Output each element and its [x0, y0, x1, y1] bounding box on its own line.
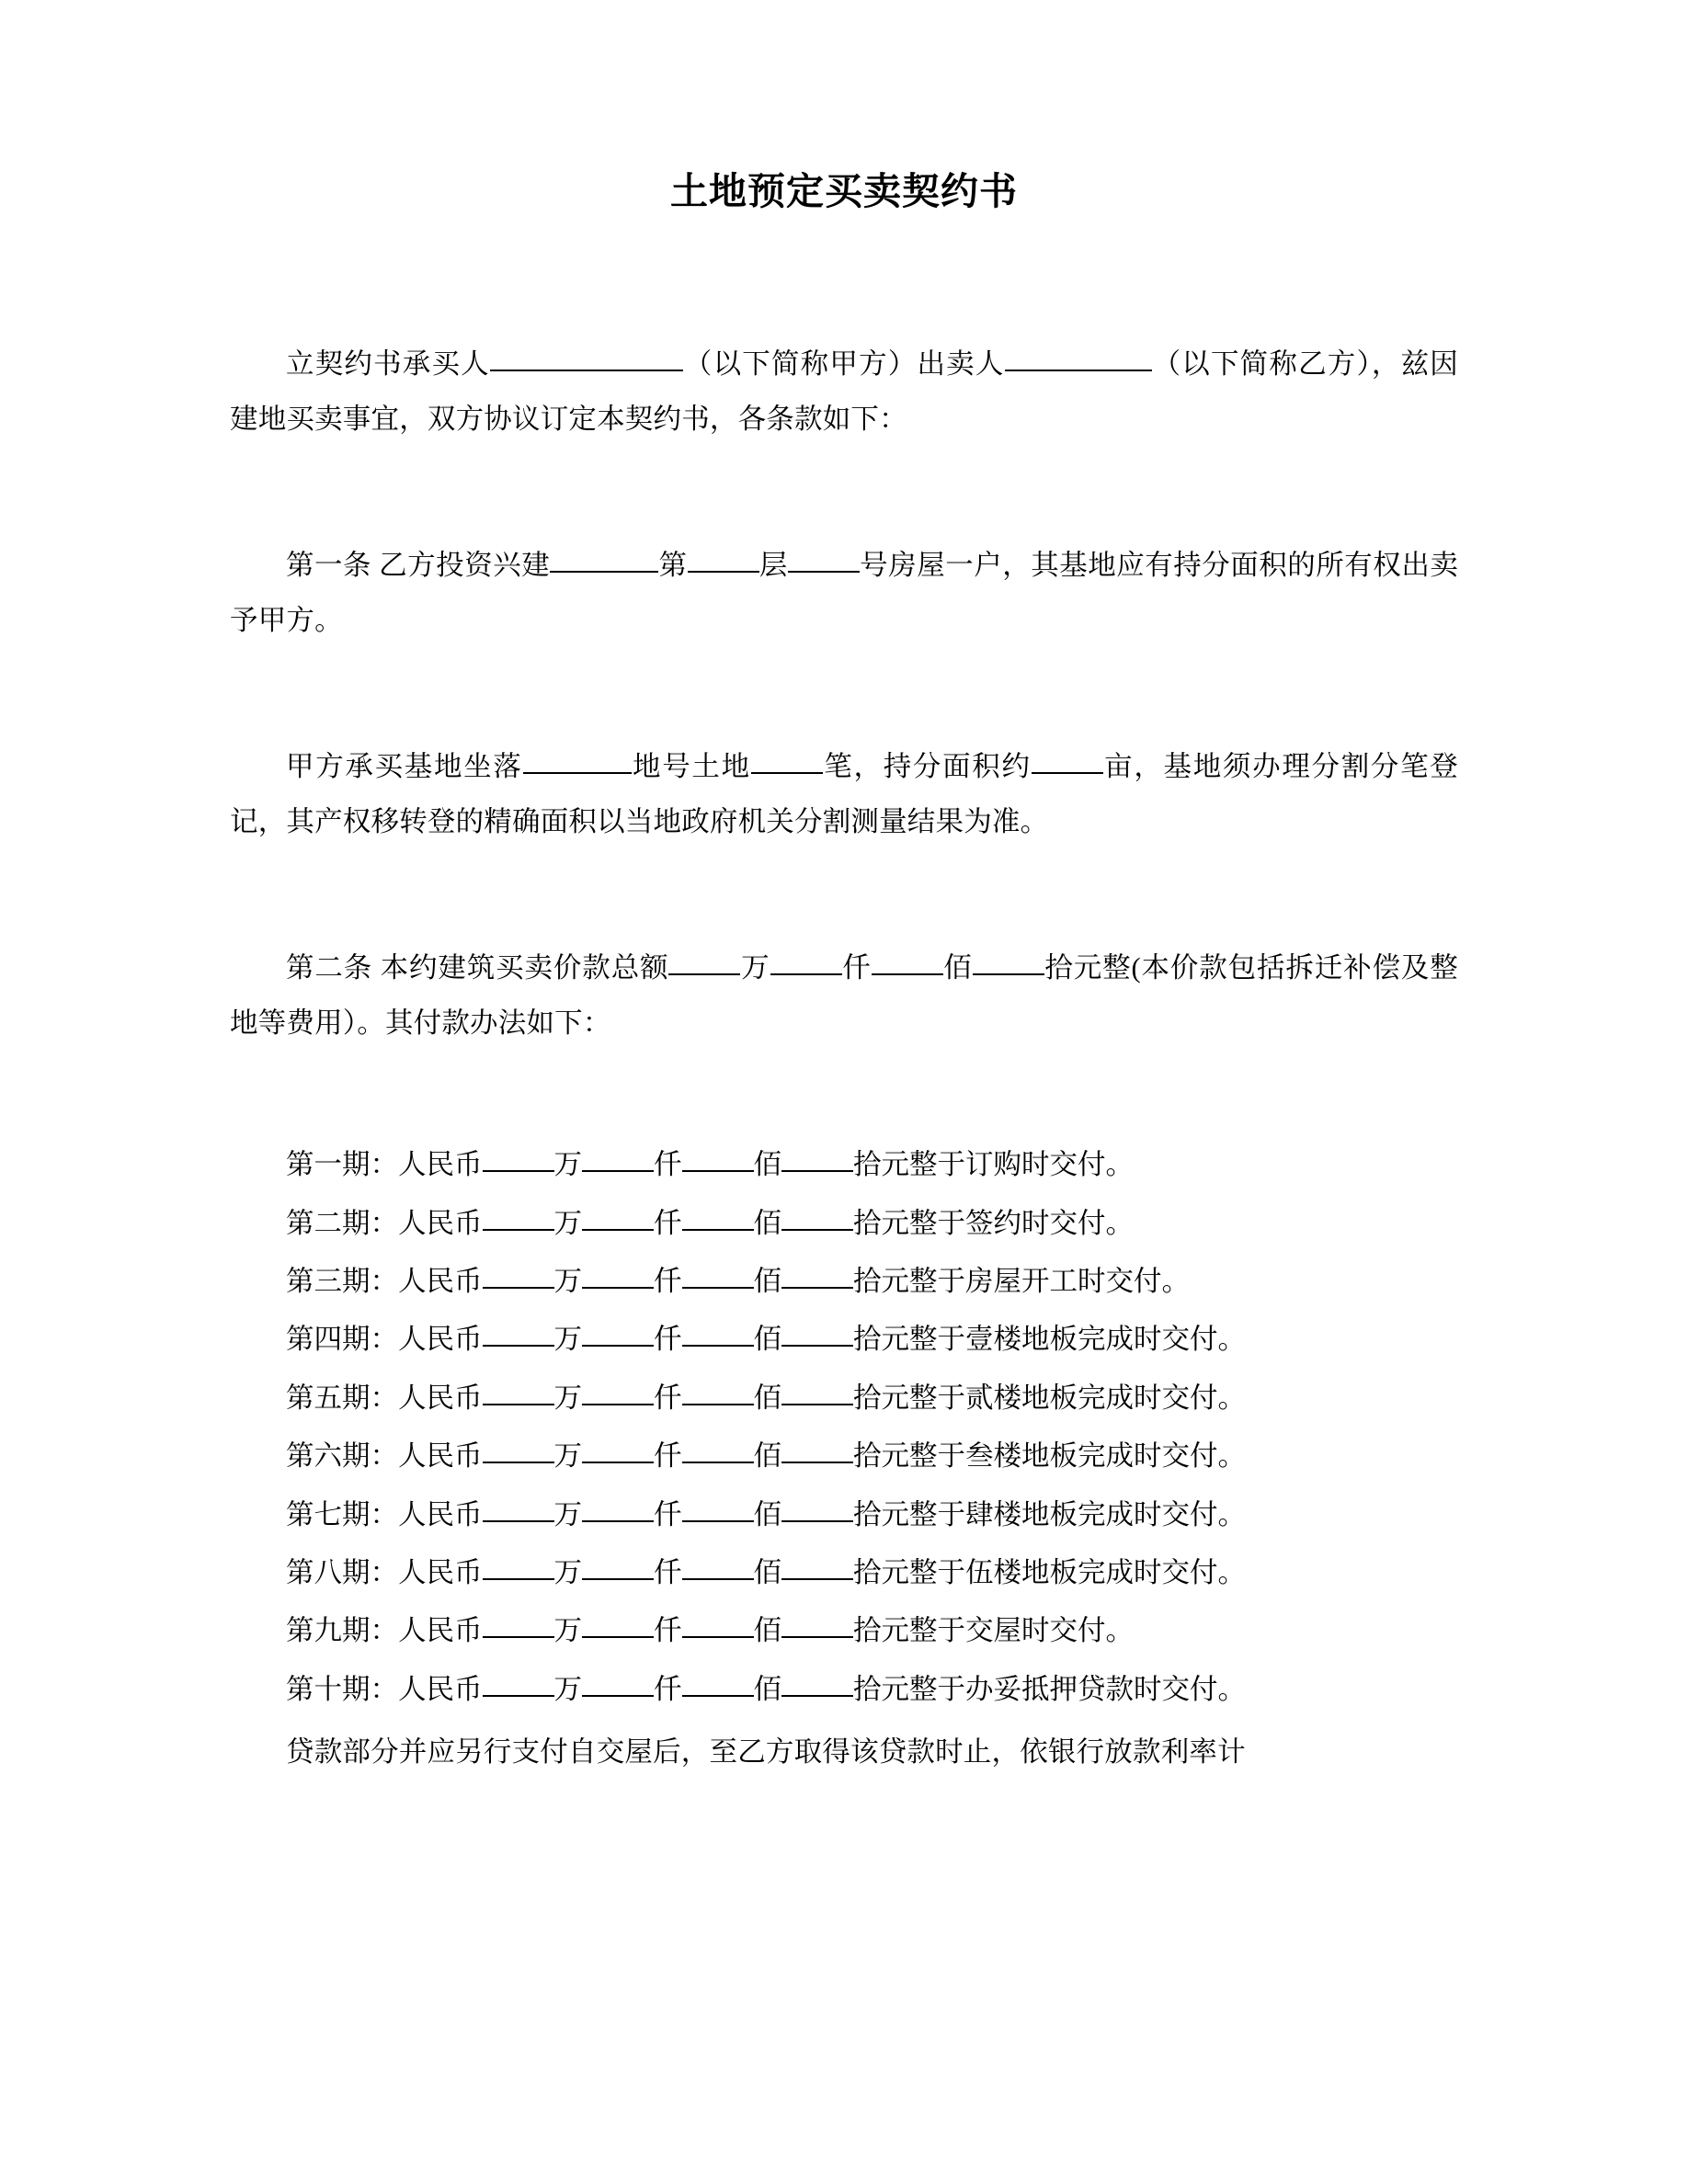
installment-unit-wan: 万 — [553, 1498, 582, 1530]
list-item — [230, 1259, 1458, 1304]
installment-unit-qian: 仟 — [654, 1382, 682, 1414]
installment-condition: 房屋开工时交付。 — [965, 1265, 1190, 1297]
installment-unit-bai: 佰 — [753, 1615, 781, 1647]
installment-name: 第三期： — [286, 1265, 398, 1297]
installment-currency: 人民币 — [398, 1265, 483, 1297]
installment-list — [230, 1143, 1458, 1712]
installment-unit-shi: 拾元整于 — [853, 1149, 965, 1181]
installment-unit-qian: 仟 — [654, 1149, 682, 1181]
list-item — [230, 1201, 1458, 1246]
spacer-3 — [230, 890, 1458, 941]
list-item — [230, 1493, 1458, 1538]
installment-currency: 人民币 — [398, 1207, 483, 1239]
installment-currency: 人民币 — [398, 1498, 483, 1530]
article-1b-segment-3: 笔，持分面积约 — [822, 751, 1032, 783]
installment-condition: 壹楼地板完成时交付。 — [965, 1324, 1246, 1356]
installment-qian-blank[interactable] — [582, 1403, 654, 1405]
list-item — [230, 1551, 1458, 1596]
total-price-bai-blank[interactable] — [872, 973, 943, 975]
installment-currency: 人民币 — [398, 1324, 483, 1356]
installment-bai-blank[interactable] — [682, 1461, 754, 1463]
installment-unit-qian: 仟 — [654, 1207, 682, 1239]
floor-number-blank[interactable] — [688, 570, 759, 573]
article-2-paragraph — [230, 941, 1458, 1051]
installment-unit-wan: 万 — [553, 1324, 582, 1356]
article-2-segment-6: 括拆迁补偿及整地等费用）。其付款办法如下： — [230, 952, 1458, 1039]
article-2-segment-1: 本约建筑买卖价款总额 — [380, 952, 669, 984]
installment-unit-shi: 拾元整于 — [853, 1498, 965, 1530]
installment-shi-blank[interactable] — [781, 1228, 853, 1231]
installment-shi-blank[interactable] — [781, 1519, 853, 1522]
installment-shi-blank[interactable] — [781, 1286, 853, 1289]
installment-unit-qian: 仟 — [654, 1673, 682, 1705]
installment-wan-blank[interactable] — [483, 1403, 554, 1405]
installment-wan-blank[interactable] — [483, 1286, 554, 1289]
house-number-blank[interactable] — [788, 570, 860, 573]
installment-shi-blank[interactable] — [781, 1461, 853, 1463]
installment-bai-blank[interactable] — [682, 1694, 754, 1697]
installment-name: 第九期： — [286, 1615, 398, 1647]
seller-name-blank[interactable] — [1005, 369, 1152, 371]
installment-unit-shi: 拾元整于 — [853, 1382, 965, 1414]
article-1-segment-3: 层 — [758, 550, 788, 582]
installment-unit-qian: 仟 — [654, 1498, 682, 1530]
installment-unit-wan: 万 — [553, 1149, 582, 1181]
installment-unit-wan: 万 — [553, 1615, 582, 1647]
installment-unit-shi: 拾元整于 — [853, 1265, 965, 1297]
installment-bai-blank[interactable] — [682, 1577, 754, 1580]
installment-name: 第八期： — [286, 1556, 398, 1588]
total-price-qian-blank[interactable] — [770, 973, 842, 975]
installment-shi-blank[interactable] — [781, 1635, 853, 1638]
installment-wan-blank[interactable] — [483, 1577, 554, 1580]
article-1-label: 第一条 — [286, 550, 372, 582]
land-parcel-count-blank[interactable] — [751, 771, 823, 774]
installment-condition: 办妥抵押贷款时交付。 — [965, 1673, 1246, 1705]
installment-condition: 签约时交付。 — [965, 1207, 1134, 1239]
installment-bai-blank[interactable] — [682, 1519, 754, 1522]
installment-unit-qian: 仟 — [654, 1440, 682, 1473]
installment-unit-shi: 拾元整于 — [853, 1207, 965, 1239]
installment-condition: 交屋时交付。 — [965, 1615, 1134, 1647]
total-price-shi-blank[interactable] — [973, 973, 1044, 975]
list-item — [230, 1609, 1458, 1654]
installment-unit-qian: 仟 — [654, 1615, 682, 1647]
installment-wan-blank[interactable] — [483, 1461, 554, 1463]
installment-unit-wan: 万 — [553, 1382, 582, 1414]
installment-name: 第一期： — [286, 1149, 398, 1181]
installment-unit-wan: 万 — [553, 1265, 582, 1297]
installment-unit-bai: 佰 — [753, 1265, 781, 1297]
document-body — [230, 337, 1458, 1780]
installment-qian-blank[interactable] — [582, 1694, 654, 1697]
installment-name: 第六期： — [286, 1440, 398, 1473]
installment-qian-blank[interactable] — [582, 1228, 654, 1231]
article-2-unit-wan: 万 — [740, 952, 770, 984]
installment-qian-blank[interactable] — [582, 1519, 654, 1522]
installment-qian-blank[interactable] — [582, 1169, 654, 1172]
installment-condition: 肆楼地板完成时交付。 — [965, 1498, 1246, 1530]
article-1b-paragraph — [230, 740, 1458, 849]
article-1-paragraph — [230, 539, 1458, 648]
installment-name: 第七期： — [286, 1498, 398, 1530]
intro-segment-3: （以下简称乙 — [1151, 348, 1328, 381]
article-1b-segment-2: 地号土地 — [631, 751, 751, 783]
installment-wan-blank[interactable] — [483, 1169, 554, 1172]
installment-currency: 人民币 — [398, 1440, 483, 1473]
installment-wan-blank[interactable] — [483, 1519, 554, 1522]
installment-bai-blank[interactable] — [682, 1344, 754, 1347]
article-1b-segment-4: 亩，基地须办 — [1102, 751, 1283, 783]
installment-wan-blank[interactable] — [483, 1228, 554, 1231]
installment-currency: 人民币 — [398, 1556, 483, 1588]
installment-unit-shi: 拾元整于 — [853, 1615, 965, 1647]
article-1-segment-4: 号房屋一户，其基地应有持分面 — [859, 550, 1260, 582]
installment-name: 第四期： — [286, 1324, 398, 1356]
installment-wan-blank[interactable] — [483, 1635, 554, 1638]
installment-unit-wan: 万 — [553, 1207, 582, 1239]
installment-shi-blank[interactable] — [781, 1344, 853, 1347]
installment-bai-blank[interactable] — [682, 1403, 754, 1405]
article-1-segment-2: 第 — [658, 550, 688, 582]
intro-segment-1: 立契约书承买人 — [286, 348, 490, 381]
intro-segment-4: 方），兹因建地买卖事宜，双方协议订定本契约书，各条款如下： — [230, 348, 1459, 435]
installment-qian-blank[interactable] — [582, 1577, 654, 1580]
installment-qian-blank[interactable] — [582, 1286, 654, 1289]
article-1b-segment-1: 甲方承买基地坐落 — [286, 751, 523, 783]
article-1-segment-1: 乙方投资兴建 — [379, 550, 551, 582]
installment-unit-shi: 拾元整于 — [853, 1324, 965, 1356]
installment-unit-wan: 万 — [553, 1440, 582, 1473]
list-item — [230, 1376, 1458, 1421]
installment-bai-blank[interactable] — [682, 1228, 754, 1231]
list-item — [230, 1317, 1458, 1362]
installment-bai-blank[interactable] — [682, 1286, 754, 1289]
article-1b-segment-5: 理分割分笔登记，其产权移转登的精确面积以当地政府机关分割测量结果为准。 — [230, 751, 1458, 837]
installment-wan-blank[interactable] — [483, 1694, 554, 1697]
installment-unit-bai: 佰 — [753, 1149, 781, 1181]
installment-shi-blank[interactable] — [781, 1694, 853, 1697]
list-item — [230, 1667, 1458, 1712]
installment-currency: 人民币 — [398, 1673, 483, 1705]
land-area-blank[interactable] — [1032, 771, 1103, 774]
closing-paragraph: 贷款部分并应另行支付自交屋后，至乙方取得该贷款时止，依银行放款利率计 — [286, 1736, 1246, 1769]
installment-unit-qian: 仟 — [654, 1556, 682, 1588]
installment-bai-blank[interactable] — [682, 1635, 754, 1638]
installment-unit-shi: 拾元整于 — [853, 1673, 965, 1705]
installment-currency: 人民币 — [398, 1149, 483, 1181]
installment-bai-blank[interactable] — [682, 1169, 754, 1172]
installment-unit-shi: 拾元整于 — [853, 1556, 965, 1588]
installment-currency: 人民币 — [398, 1615, 483, 1647]
installment-name: 第五期： — [286, 1382, 398, 1414]
article-2-segment-5: 拾元整(本价款包 — [1044, 952, 1258, 984]
article-1-segment-5: 积的所有权出卖予甲方。 — [230, 550, 1459, 636]
installment-currency: 人民币 — [398, 1382, 483, 1414]
installment-unit-bai: 佰 — [753, 1324, 781, 1356]
installment-condition: 订购时交付。 — [965, 1149, 1134, 1181]
installment-shi-blank[interactable] — [781, 1577, 853, 1580]
list-item — [230, 1434, 1458, 1479]
spacer-1 — [230, 487, 1458, 539]
article-2-label: 第二条 — [286, 952, 373, 984]
land-location-blank[interactable] — [523, 771, 632, 774]
installment-unit-wan: 万 — [553, 1556, 582, 1588]
article-2-unit-qian: 仟 — [841, 952, 872, 984]
installment-wan-blank[interactable] — [483, 1344, 554, 1347]
installment-qian-blank[interactable] — [582, 1344, 654, 1347]
installment-name: 第二期： — [286, 1207, 398, 1239]
buyer-name-blank[interactable] — [490, 369, 683, 371]
installment-unit-qian: 仟 — [654, 1265, 682, 1297]
installment-unit-bai: 佰 — [753, 1556, 781, 1588]
building-name-blank[interactable] — [550, 570, 658, 573]
installment-unit-bai: 佰 — [753, 1207, 781, 1239]
installment-condition: 贰楼地板完成时交付。 — [965, 1382, 1246, 1414]
spacer-2 — [230, 688, 1458, 740]
installment-name: 第十期： — [286, 1673, 398, 1705]
installment-unit-shi: 拾元整于 — [853, 1440, 965, 1473]
installment-qian-blank[interactable] — [582, 1635, 654, 1638]
installment-unit-bai: 佰 — [753, 1382, 781, 1414]
installment-unit-bai: 佰 — [753, 1440, 781, 1473]
installment-condition: 叁楼地板完成时交付。 — [965, 1440, 1246, 1473]
spacer-4 — [230, 1091, 1458, 1143]
installment-shi-blank[interactable] — [781, 1169, 853, 1172]
intro-paragraph — [230, 337, 1458, 447]
list-item — [230, 1143, 1458, 1188]
installment-qian-blank[interactable] — [582, 1461, 654, 1463]
page-title: 土地预定买卖契约书 — [670, 170, 1018, 212]
installment-unit-bai: 佰 — [753, 1673, 781, 1705]
installment-shi-blank[interactable] — [781, 1403, 853, 1405]
installment-unit-wan: 万 — [553, 1673, 582, 1705]
installment-unit-bai: 佰 — [753, 1498, 781, 1530]
article-2-unit-bai: 佰 — [942, 952, 973, 984]
total-price-wan-blank[interactable] — [668, 973, 740, 975]
intro-segment-2: （以下简称甲方）出卖人 — [682, 348, 1005, 381]
installment-condition: 伍楼地板完成时交付。 — [965, 1556, 1246, 1588]
installment-unit-qian: 仟 — [654, 1324, 682, 1356]
